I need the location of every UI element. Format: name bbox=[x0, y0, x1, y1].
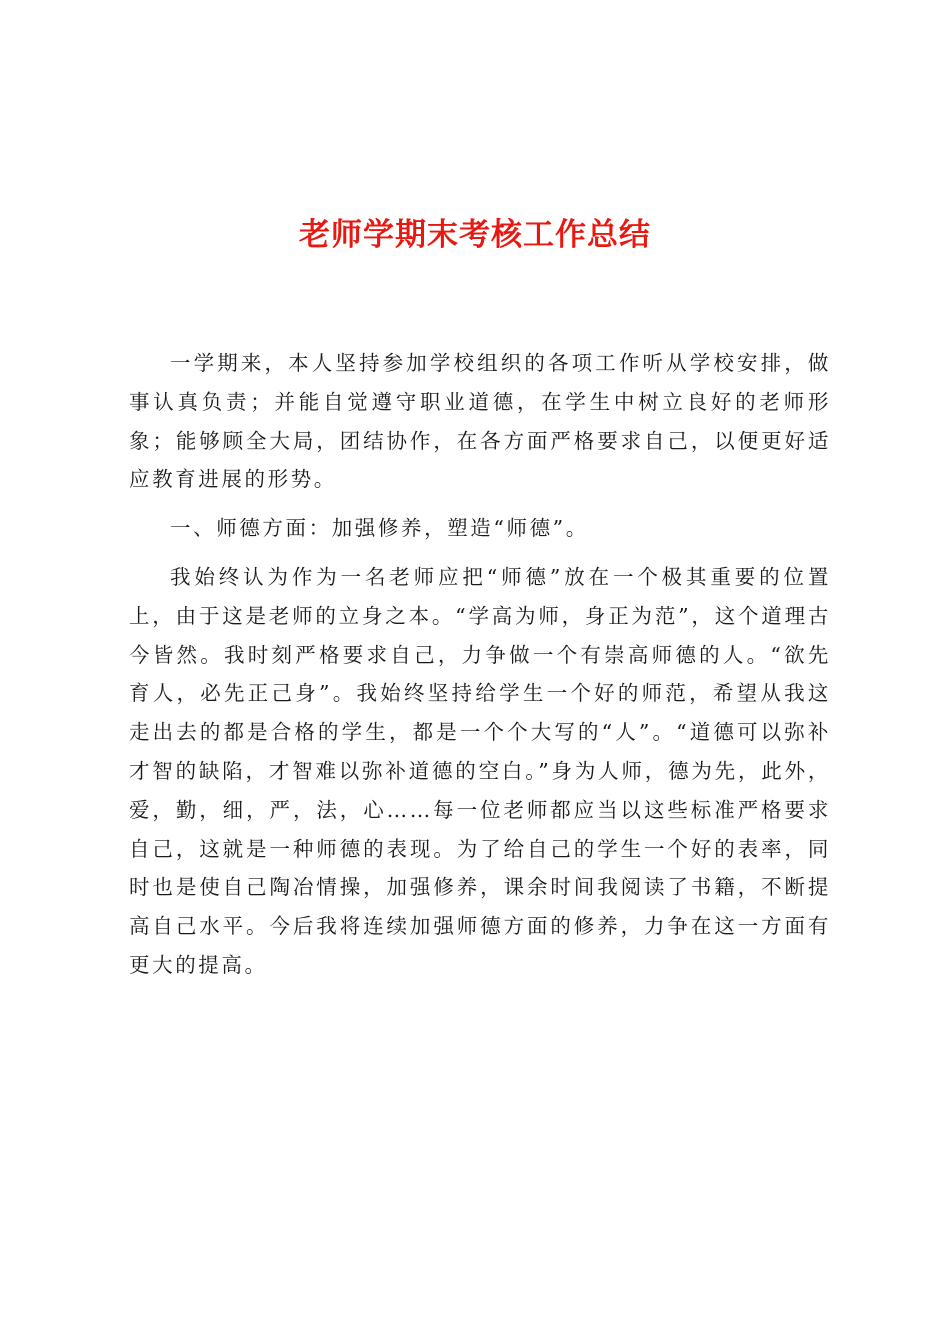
document-title: 老师学期末考核工作总结 bbox=[299, 217, 651, 253]
paragraph-intro: 一学期来，本人坚持参加学校组织的各项工作听从学校安排，做事认真负责；并能自觉遵守职业道德，在学生中树立良好的老师形象；能够顾全大局，团结协作，在各方面严格要求自己，以便更好适应教育进展的形势。 bbox=[129, 351, 831, 492]
paragraph-ethics: 我始终认为作为一名老师应把“师德”放在一个极其重要的位置上，由于这是老师的立身之本。“学高为师，身正为范”，这个道理古今皆然。我时刻严格要求自己，力争做一个有崇高师德的人。“欲先育人，必先正己身”。我始终坚持给学生一个好的师范，希望从我这走出去的都是合格的学生，都是一个个大写的“人”。“道德可以弥补才智的缺陷，才智难以弥补道德的空白。”身为人师，德为先，此外，爱，勤，细，严，法，心……每一位老师都应当以这些标准严格要求自己，这就是一种师德的表现。为了给自己的学生一个好的表率，同时也是使自己陶冶情操，加强修养，课余时间我阅读了书籍，不断提高自己水平。今后我将连续加强师德方面的修养，力争在这一方面有更大的提高。 bbox=[129, 564, 831, 977]
document-body bbox=[129, 344, 831, 995]
section-heading-ethics: 一、师德方面：加强修养，塑造“师德”。 bbox=[170, 516, 589, 541]
